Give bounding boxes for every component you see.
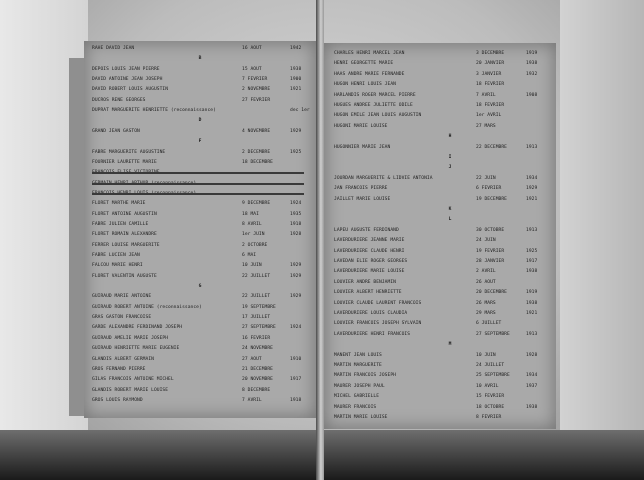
entry-year: dec 1er <box>290 108 310 114</box>
entry-date: 1er AVRIL <box>476 113 502 119</box>
entry-name: HARLANDIS ROGER MARCEL PIERRE <box>334 92 416 98</box>
entry-year: 1921 <box>526 311 538 316</box>
strike-through-bar <box>92 172 304 174</box>
entry-year: 1929 <box>290 263 302 269</box>
entry-date: 3 JANVIER <box>476 71 502 77</box>
register-entry <box>324 247 556 257</box>
entry-name: GLANDIS ROBERT MARIE LOUISE <box>92 387 169 393</box>
entry-date: 2 DECEMBRE <box>242 149 271 155</box>
entry-year: 1900 <box>290 77 302 83</box>
entry-name: GARDE ALEXANDRE FERDINAND JOSEPH <box>92 325 183 331</box>
register-entry <box>84 230 316 240</box>
letter-heading: B <box>198 56 202 62</box>
entry-year: 1938 <box>290 66 302 72</box>
entry-date: 10 AVRIL <box>476 383 499 389</box>
entry-date: 16 FEVRIER <box>242 335 271 341</box>
register-entry <box>324 361 556 371</box>
register-entry <box>324 174 556 184</box>
entry-date: 6 FEVRIER <box>476 186 502 192</box>
section-letter <box>324 132 556 142</box>
register-entry <box>84 251 316 261</box>
entry-date: 8 AVRIL <box>242 221 262 227</box>
letter-heading: L <box>448 217 452 223</box>
entry-year: 1938 <box>526 269 538 275</box>
entry-name: MANENT JEAN LOUIS <box>334 352 382 358</box>
register-entry <box>324 101 556 111</box>
section-letter <box>324 205 556 215</box>
section-letter <box>324 340 556 350</box>
section-letter <box>84 137 316 147</box>
entry-year: 1929 <box>290 294 302 300</box>
register-entry <box>324 278 556 288</box>
entry-date: 8 DECEMBRE <box>242 387 271 393</box>
entry-date: 19 FEVRIER <box>476 248 505 254</box>
entry-name: JAN FRANCOIS PIERRE <box>334 186 388 192</box>
register-entry <box>84 127 316 137</box>
entry-date: 28 JANVIER <box>476 259 505 264</box>
entry-date: 22 JUILLET <box>242 294 271 300</box>
entry-date: 4 NOVEMBRE <box>242 128 271 134</box>
register-entry <box>324 267 556 277</box>
entry-date: 10 JUIN <box>476 352 496 358</box>
entry-name: JAILLET MARIE LOUISE <box>334 196 391 202</box>
entry-name: HENRI GEORGETTE MARIE <box>334 61 394 67</box>
entry-year: 1913 <box>526 331 538 337</box>
entry-name: DUPRAT MARGUERITE HENRIETTE (reconnaissance) <box>92 108 216 114</box>
register-entry <box>324 299 556 309</box>
entry-name: GILAS FRANCOIS ANTOINE MICHEL <box>92 377 174 383</box>
letter-heading: I <box>448 155 452 160</box>
entry-year: 1918 <box>290 221 302 227</box>
entry-name: MAURER JOSEPH PAUL <box>334 383 385 389</box>
entry-name: MARTIN FRANCOIS JOSEPH <box>334 373 396 379</box>
entry-year: 1913 <box>526 227 538 233</box>
entry-date: 29 MARS <box>476 311 496 316</box>
entry-date: 22 JUIN <box>476 175 496 181</box>
letter-heading: D <box>198 118 202 124</box>
register-entry <box>84 220 316 230</box>
register-entry <box>84 189 316 199</box>
entry-year: 1913 <box>526 144 538 150</box>
register-entry <box>324 184 556 194</box>
entry-name: GUIRAUD AMELIE MARIE JOSEPH <box>92 335 169 341</box>
register-entry <box>324 392 556 402</box>
letter-heading: G <box>198 284 202 290</box>
entry-year: 1918 <box>290 397 302 403</box>
register-entry <box>324 403 556 413</box>
entry-date: 27 FEVRIER <box>242 97 271 103</box>
entry-name: LAVERDURIERE HENRI FRANCOIS <box>334 331 411 337</box>
entry-date: 2 AVRIL <box>476 269 496 275</box>
register-entry <box>84 261 316 271</box>
entry-date: 18 MAI <box>242 211 259 217</box>
entry-date: 20 JANVIER <box>476 61 505 67</box>
entry-date: 25 SEPTEMBRE <box>476 373 510 379</box>
entry-name: LAVERDURIERE CLAUDE HENRI <box>334 248 405 254</box>
entry-date: 21 DECEMBRE <box>242 366 273 372</box>
entry-name: GLANDIS ALBERT GERMAIN <box>92 356 154 362</box>
register-entry <box>84 303 316 313</box>
strike-through-bar <box>92 183 304 185</box>
entry-name: MARTIN MARIE LOUISE <box>334 415 388 420</box>
entry-date: 10 JUIN <box>242 263 262 269</box>
register-entry <box>84 158 316 168</box>
register-entry <box>84 199 316 209</box>
entry-date: 20 DECEMBRE <box>476 290 507 296</box>
entry-name: GUIRAUD MARIE ANTOINE <box>92 294 152 300</box>
register-entry <box>84 96 316 106</box>
register-entry <box>324 91 556 101</box>
register-entry <box>324 236 556 246</box>
entry-date: 17 JUILLET <box>242 315 271 321</box>
entry-name: HUGONI MARIE LOUISE <box>334 123 388 129</box>
entry-year: 1938 <box>526 300 538 306</box>
register-entry <box>324 59 556 69</box>
register-entry <box>84 179 316 189</box>
entry-year: 1928 <box>290 232 302 238</box>
book-gutter <box>316 0 324 480</box>
register-entry <box>84 106 316 116</box>
entry-name: FLORET ANTOINE AUGUSTIN <box>92 211 157 217</box>
entry-name: GROS LOUIS RAYMOND <box>92 397 143 403</box>
register-entry <box>84 313 316 323</box>
entry-name: GRAND JEAN GASTON <box>92 128 140 134</box>
entry-date: 18 FEVRIER <box>476 103 505 108</box>
register-entry <box>324 309 556 319</box>
entry-name: GUIRAUD ROBERT ANTOINE (reconnaissance) <box>92 304 202 310</box>
section-letter <box>84 282 316 292</box>
entry-date: 24 JUILLET <box>476 363 505 368</box>
entry-date: 22 JUILLET <box>242 273 271 279</box>
entry-year: 1921 <box>526 196 538 202</box>
entry-year: 1925 <box>526 248 538 254</box>
register-entry <box>84 44 316 54</box>
entry-name: MAURER FRANCOIS <box>334 404 377 410</box>
entry-name: LAVERDURIERE JEANNE MARIE <box>334 238 405 244</box>
entry-year: 1929 <box>290 128 302 134</box>
register-entry <box>84 168 316 178</box>
entry-date: 6 JUILLET <box>476 321 502 327</box>
register-entry <box>84 272 316 282</box>
entry-name: GUIRAUD HENRIETTE MARIE EUGENIE <box>92 346 180 352</box>
left-register-page <box>84 41 316 418</box>
register-entry <box>324 382 556 392</box>
register-entry <box>84 355 316 365</box>
entry-name: LAVERDURIERE LOUIS CLAUDIA <box>334 311 408 316</box>
entry-name: LAVEDAN ELIE ROGER GEORGES <box>334 259 408 264</box>
entry-name: DUCROS RENE GEORGES <box>92 97 146 103</box>
register-entry <box>84 386 316 396</box>
entry-year: 1929 <box>290 273 302 279</box>
letter-heading: K <box>448 207 452 212</box>
section-letter <box>324 163 556 173</box>
register-entry <box>324 351 556 361</box>
entry-date: 24 NOVEMBRE <box>242 346 273 352</box>
entry-year: 1919 <box>526 290 538 296</box>
register-entry <box>84 375 316 385</box>
entry-date: 18 DECEMBRE <box>242 159 273 165</box>
register-entry <box>84 396 316 406</box>
register-entry <box>324 413 556 423</box>
entry-date: 18 FEVRIER <box>476 82 505 88</box>
letter-heading: M <box>448 342 452 348</box>
entry-date: 2 OCTOBRE <box>242 242 268 248</box>
letter-heading: H <box>448 134 452 140</box>
entry-name: FLORET MARTHE MARIE <box>92 201 146 207</box>
entry-name: MARTIN MARGUERITE <box>334 363 382 368</box>
entry-date: 1er JUIN <box>242 232 265 238</box>
entry-date: 20 NOVEMBRE <box>242 377 273 383</box>
register-entry <box>84 210 316 220</box>
entry-date: 30 OCTOBRE <box>476 227 505 233</box>
register-entry <box>84 365 316 375</box>
entry-name: FABRE LUCIEN JEAN <box>92 253 140 258</box>
register-entry <box>324 226 556 236</box>
register-entry <box>324 122 556 132</box>
entry-year: 1935 <box>290 211 302 217</box>
section-letter <box>84 116 316 126</box>
entry-date: 2 NOVEMBRE <box>242 87 271 93</box>
entry-date: 19 SEPTEMBRE <box>242 304 276 310</box>
entry-year: 1934 <box>526 373 538 379</box>
entry-year: 1938 <box>526 61 538 67</box>
register-entry <box>324 257 556 267</box>
entry-name: CHARLES HENRI MARCEL JEAN <box>334 51 405 56</box>
left-entries-list <box>84 41 316 418</box>
entry-name: FLORET VALENTIN AUGUSTE <box>92 273 157 279</box>
entry-name: DAVID ROBERT LOUIS AUGUSTIN <box>92 87 169 93</box>
entry-date: 3 DECEMBRE <box>476 51 505 56</box>
entry-date: 26 AOUT <box>476 279 496 285</box>
entry-name: LOUVIER CLAUDE LAURENT FRANCOIS <box>334 300 422 306</box>
register-entry <box>84 334 316 344</box>
entry-name: HUGON EMILE JEAN LOUIS AUGUSTIN <box>334 113 422 119</box>
section-letter <box>324 153 556 163</box>
entry-year: 1938 <box>526 404 538 410</box>
entry-date: 24 JUIN <box>476 238 496 244</box>
register-entry <box>324 80 556 90</box>
entry-name: FOURNIER LAURETTE MARIE <box>92 159 157 165</box>
entry-name: HUGUES ANDREE JULIETTE ODILE <box>334 103 413 108</box>
entry-name: DEPOIS LOUIS JEAN PIERRE <box>92 66 160 72</box>
register-entry <box>84 75 316 85</box>
entry-date: 7 FEVRIER <box>242 77 268 83</box>
entry-name: LOUVIER ANDRE BENJAMIN <box>334 279 396 285</box>
entry-year: 1928 <box>526 352 538 358</box>
entry-date: 15 AOUT <box>242 66 262 72</box>
entry-name: FABRE MARGUERITE AUGUSTINE <box>92 149 166 155</box>
entry-year: 1919 <box>526 51 538 56</box>
entry-name: HUGONNIER MARIE JEAN <box>334 144 391 150</box>
entry-date: 27 MARS <box>476 123 496 129</box>
entry-date: 7 AVRIL <box>476 92 496 98</box>
entry-year: 1929 <box>526 186 538 192</box>
register-entry <box>84 323 316 333</box>
entry-date: 15 FEVRIER <box>476 394 505 400</box>
entry-name: FALCOU MARIE HENRI <box>92 263 143 269</box>
entry-name: HAAS ANDRE MARIE FERNANDE <box>334 71 405 77</box>
entry-year: 1908 <box>526 92 538 98</box>
entry-date: 27 SEPTEMBRE <box>476 331 510 337</box>
entry-name: JOURDAN MARGUERITE & LIDVIE ANTONIA <box>334 175 433 181</box>
entry-year: 1934 <box>526 175 538 181</box>
right-entries-list <box>324 43 556 429</box>
entry-year: 1937 <box>526 383 538 389</box>
register-entry <box>324 111 556 121</box>
register-entry <box>84 344 316 354</box>
strike-through-bar <box>92 193 304 195</box>
entry-name: LOUVIER ALBERT HENRIETTE <box>334 290 402 296</box>
entry-date: 27 SEPTEMBRE <box>242 325 276 331</box>
entry-name: LAPEU AUGUSTE FERDINAND <box>334 227 399 233</box>
register-entry <box>324 371 556 381</box>
entry-date: 6 MAI <box>242 253 257 258</box>
entry-date: 19 DECEMBRE <box>476 196 507 202</box>
register-entry <box>84 65 316 75</box>
entry-date: 27 AOUT <box>242 356 262 362</box>
entry-year: 1921 <box>290 87 302 93</box>
register-entry <box>84 85 316 95</box>
entry-name: RAHE DAVID JEAN <box>92 46 135 51</box>
register-entry <box>324 49 556 59</box>
entry-name: FABRE JULIEN CAMILLE <box>92 221 149 227</box>
entry-name: DAVID ANTOINE JEAN JOSEPH <box>92 77 163 83</box>
entry-year: 1925 <box>290 149 302 155</box>
entry-date: 7 AVRIL <box>242 397 262 403</box>
entry-name: GROS FERNAND PIERRE <box>92 366 146 372</box>
right-white-margin <box>560 0 644 480</box>
entry-date: 22 DECEMBRE <box>476 144 507 150</box>
entry-name: LOUVIER FRANCOIS JOSEPH SYLVAIN <box>334 321 422 327</box>
entry-name: LAVERDURIERE MARIE LOUISE <box>334 269 405 275</box>
entry-name: FLORET ROMAIN ALEXANDRE <box>92 232 157 238</box>
entry-name: MICHEL GABRIELLE <box>334 394 380 400</box>
register-entry <box>84 148 316 158</box>
entry-year: 1924 <box>290 201 302 207</box>
entry-year: 1942 <box>290 46 302 51</box>
entry-name: HUGON HENRI LOUIS JEAN <box>334 82 396 88</box>
register-entry <box>324 70 556 80</box>
entry-date: 18 OCTOBRE <box>476 404 505 410</box>
entry-year: 1917 <box>526 259 538 264</box>
register-entry <box>84 241 316 251</box>
entry-year: 1924 <box>290 325 302 331</box>
letter-heading: J <box>448 165 452 171</box>
entry-name: FERRER LOUISE MARGUERITE <box>92 242 160 248</box>
register-entry <box>324 330 556 340</box>
entry-date: 8 FEVRIER <box>476 415 502 420</box>
register-entry <box>324 288 556 298</box>
register-entry <box>324 143 556 153</box>
register-entry <box>324 195 556 205</box>
register-entry <box>84 292 316 302</box>
right-register-page <box>324 43 556 429</box>
entry-date: 26 MARS <box>476 300 496 306</box>
section-letter <box>84 54 316 64</box>
entry-date: 16 AOUT <box>242 46 262 51</box>
entry-name: GRAS GASTON FRANCOISE <box>92 315 152 321</box>
entry-year: 1917 <box>290 377 302 383</box>
entry-date: 9 DECEMBRE <box>242 201 271 207</box>
register-entry <box>324 319 556 329</box>
letter-heading: F <box>198 139 202 145</box>
section-letter <box>324 215 556 225</box>
entry-year: 1910 <box>290 356 302 362</box>
entry-year: 1932 <box>526 71 538 77</box>
